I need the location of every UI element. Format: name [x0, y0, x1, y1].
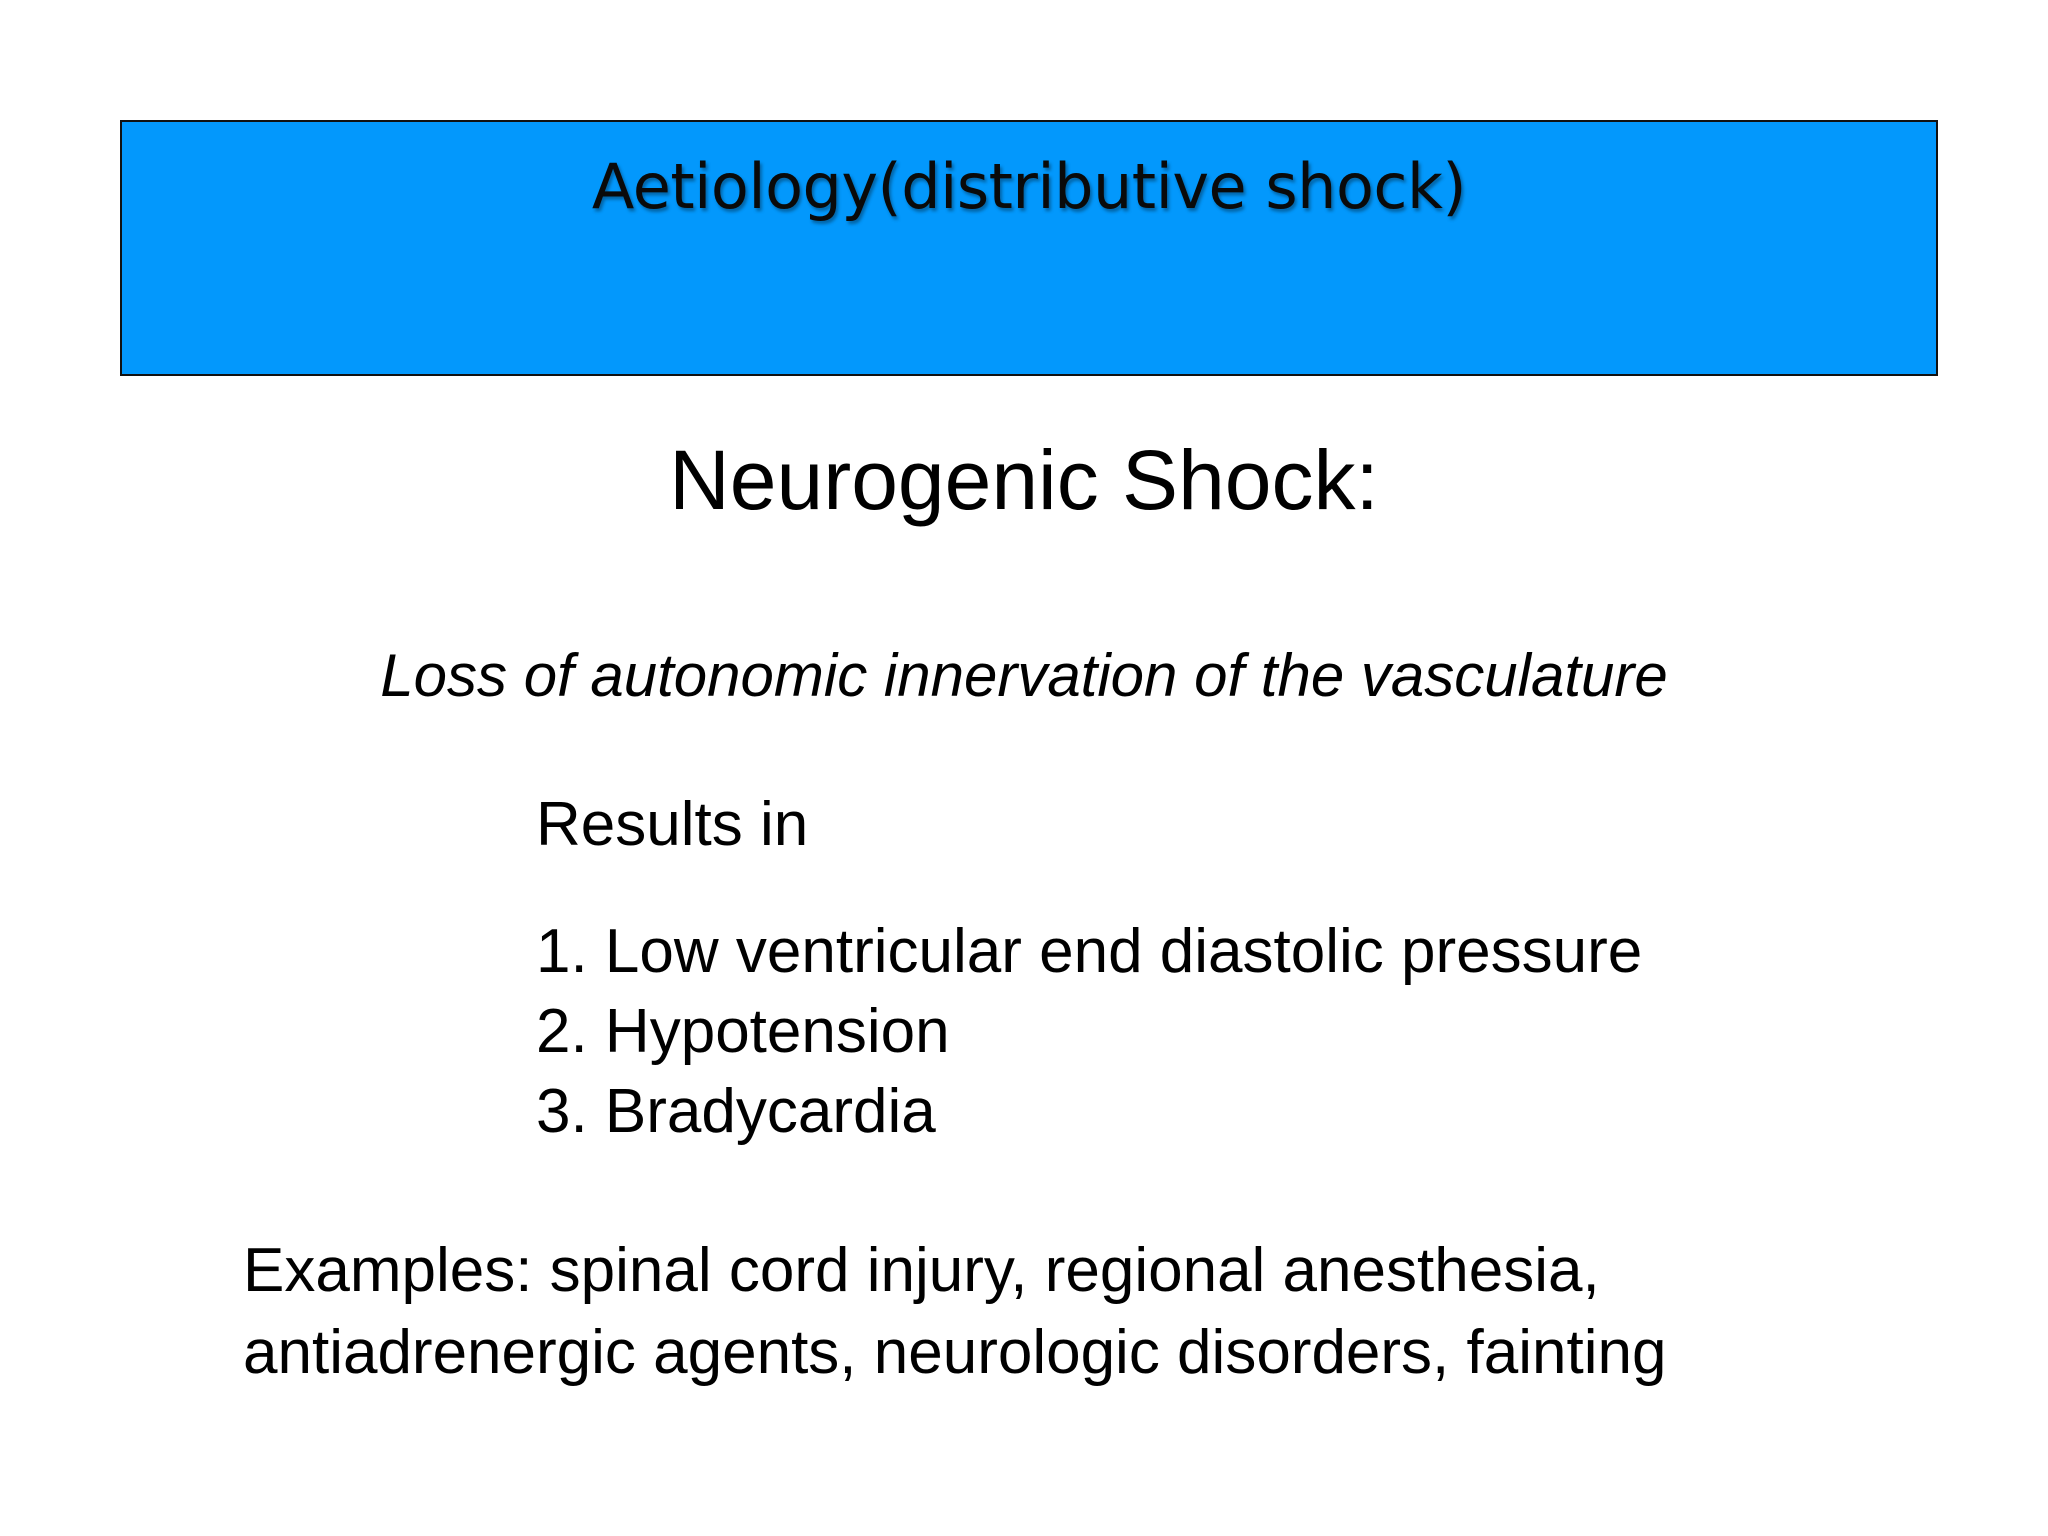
- examples-line-1: Examples: spinal cord injury, regional anesthesia,: [243, 1236, 1600, 1305]
- list-item: 1. Low ventricular end diastolic pressure: [536, 917, 1643, 986]
- examples-text: [243, 1230, 1943, 1394]
- slide-heading: [0, 432, 2048, 529]
- results-label: Results in: [536, 790, 809, 859]
- examples-line-2: antiadrenergic agents, neurologic disorders, fainting: [243, 1318, 1667, 1387]
- list-item: 2. Hypotension: [536, 997, 950, 1066]
- title-banner: [120, 120, 1938, 376]
- list-item: 3. Bradycardia: [536, 1077, 936, 1146]
- slide-subtitle: Loss of autonomic innervation of the vasculature: [380, 642, 1668, 709]
- results-list: [536, 912, 1642, 1152]
- slide-title: Aetiology(distributive shock): [591, 150, 1467, 223]
- heading-text: Neurogenic Shock:: [669, 433, 1379, 527]
